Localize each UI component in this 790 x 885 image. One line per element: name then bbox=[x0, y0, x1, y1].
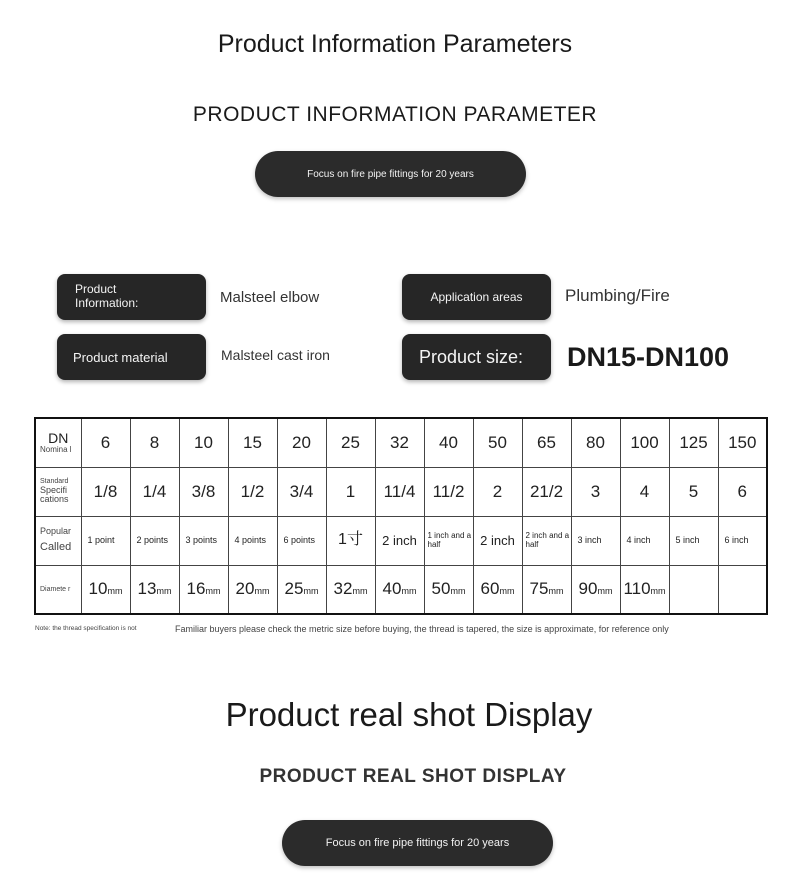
material-tag bbox=[57, 334, 206, 380]
dn-cell: 80 bbox=[571, 418, 620, 467]
diameter-value: 10 bbox=[88, 579, 108, 599]
popular-cell: 2 points bbox=[130, 516, 179, 565]
dn-cell: 8 bbox=[130, 418, 179, 467]
spec-cell: 2 bbox=[473, 467, 522, 516]
popular-cell: 6 points bbox=[277, 516, 326, 565]
application-value: Plumbing/Fire bbox=[565, 286, 670, 305]
called-label: Called bbox=[40, 541, 72, 554]
diameter-cell bbox=[718, 565, 767, 614]
popular-cell: 2 inch bbox=[375, 516, 424, 565]
spec-cell: 11/4 bbox=[375, 467, 424, 516]
dn-cell: 100 bbox=[620, 418, 669, 467]
diameter-cell bbox=[228, 565, 277, 614]
display-slogan-text: Focus on fire pipe fittings for 20 years bbox=[325, 837, 510, 849]
row-header-popular bbox=[35, 516, 81, 565]
display-subtitle: PRODUCT REAL SHOT DISPLAY bbox=[259, 766, 567, 787]
diameter-value: 20 bbox=[235, 579, 255, 599]
row-header-standard bbox=[35, 467, 81, 516]
diameter-cell bbox=[179, 565, 228, 614]
popular-cell: 3 inch bbox=[571, 516, 620, 565]
diameter-cell bbox=[277, 565, 326, 614]
size-tag bbox=[402, 334, 551, 380]
dn-cell: 65 bbox=[522, 418, 571, 467]
diameter-value: 90 bbox=[578, 579, 598, 599]
spec-cell: 3 bbox=[571, 467, 620, 516]
popular-cell: 1 inch and a half bbox=[424, 516, 473, 565]
diameter-cell bbox=[669, 565, 718, 614]
diameter-unit: mm bbox=[107, 586, 123, 597]
standard-label: Standard bbox=[40, 478, 69, 486]
popular-cell: 2 inch and a half bbox=[522, 516, 571, 565]
diameter-cell bbox=[620, 565, 669, 614]
row-header-dn bbox=[35, 418, 81, 467]
table-row bbox=[35, 516, 767, 565]
dn-cell: 10 bbox=[179, 418, 228, 467]
diameter-value: 75 bbox=[529, 579, 549, 599]
diameter-cell bbox=[326, 565, 375, 614]
diameter-unit: mm bbox=[548, 586, 564, 597]
dn-cell: 50 bbox=[473, 418, 522, 467]
material-label: Product material bbox=[73, 349, 168, 365]
diameter-cell bbox=[571, 565, 620, 614]
table-row bbox=[35, 565, 767, 614]
popular-cell: 5 inch bbox=[669, 516, 718, 565]
diameter-unit: mm bbox=[401, 586, 417, 597]
page-subtitle: PRODUCT INFORMATION PARAMETER bbox=[192, 103, 598, 126]
popular-cell: 1 point bbox=[81, 516, 130, 565]
diameter-cell bbox=[81, 565, 130, 614]
diameter-unit: mm bbox=[597, 586, 613, 597]
diameter-cell bbox=[473, 565, 522, 614]
dn-cell: 6 bbox=[81, 418, 130, 467]
popular-cell: 4 points bbox=[228, 516, 277, 565]
diameter-value: 60 bbox=[480, 579, 500, 599]
dn-cell: 40 bbox=[424, 418, 473, 467]
dn-cell: 20 bbox=[277, 418, 326, 467]
diameter-cell bbox=[130, 565, 179, 614]
diameter-unit: mm bbox=[352, 586, 368, 597]
diameter-value: 25 bbox=[284, 579, 304, 599]
spec-cell: 21/2 bbox=[522, 467, 571, 516]
spec-cell: 1 bbox=[326, 467, 375, 516]
table-row bbox=[35, 467, 767, 516]
product-info-tag bbox=[57, 274, 206, 320]
diameter-cell bbox=[375, 565, 424, 614]
dn-cell: 25 bbox=[326, 418, 375, 467]
display-slogan-pill bbox=[282, 820, 553, 866]
dn-cell: 125 bbox=[669, 418, 718, 467]
spec-table bbox=[34, 417, 768, 615]
diameter-unit: mm bbox=[254, 586, 270, 597]
diameter-value: 32 bbox=[333, 579, 353, 599]
diameter-value: 13 bbox=[137, 579, 157, 599]
diameter-unit: mm bbox=[499, 586, 515, 597]
product-info-label: Product Information: bbox=[75, 282, 139, 310]
display-title: Product real shot Display bbox=[225, 696, 593, 733]
diameter-value: 40 bbox=[382, 579, 402, 599]
diameter-unit: mm bbox=[650, 586, 666, 597]
diameter-unit: mm bbox=[450, 586, 466, 597]
spec-cell: 3/8 bbox=[179, 467, 228, 516]
spec-cell: 1/4 bbox=[130, 467, 179, 516]
slogan-text: Focus on fire pipe fittings for 20 years bbox=[307, 168, 474, 180]
diameter-unit: mm bbox=[205, 586, 221, 597]
diameter-label: Diamete r bbox=[40, 585, 71, 593]
note-right: Familiar buyers please check the metric size before buying, the thread is tapered, the size is approximate, for reference only bbox=[175, 624, 669, 634]
size-label: Product size: bbox=[419, 346, 524, 367]
spec-cell: 11/2 bbox=[424, 467, 473, 516]
spec-cell: 4 bbox=[620, 467, 669, 516]
popular-cell: 2 inch bbox=[473, 516, 522, 565]
diameter-cell bbox=[522, 565, 571, 614]
popular-cell: 4 inch bbox=[620, 516, 669, 565]
spec-cell: 5 bbox=[669, 467, 718, 516]
popular-label: Popular bbox=[40, 526, 72, 536]
diameter-value: 50 bbox=[431, 579, 451, 599]
application-label: Application areas bbox=[430, 290, 523, 304]
product-info-value: Malsteel elbow bbox=[220, 289, 320, 306]
diameter-unit: mm bbox=[303, 586, 319, 597]
diameter-value: 16 bbox=[186, 579, 206, 599]
row-header-diameter bbox=[35, 565, 81, 614]
application-tag bbox=[402, 274, 551, 320]
diameter-value: 110 bbox=[623, 579, 651, 599]
spec-cell: 6 bbox=[718, 467, 767, 516]
dn-cell: 32 bbox=[375, 418, 424, 467]
popular-cell: 1寸 bbox=[326, 516, 375, 565]
specifications-label: Specifi cations bbox=[40, 484, 69, 505]
popular-cell: 6 inch bbox=[718, 516, 767, 565]
slogan-pill bbox=[255, 151, 526, 197]
table-row bbox=[35, 418, 767, 467]
popular-cell: 3 points bbox=[179, 516, 228, 565]
spec-cell: 1/8 bbox=[81, 467, 130, 516]
material-value: Malsteel cast iron bbox=[221, 347, 330, 363]
spec-cell: 1/2 bbox=[228, 467, 277, 516]
dn-cell: 150 bbox=[718, 418, 767, 467]
dn-cell: 15 bbox=[228, 418, 277, 467]
nominal-label: Nomina l bbox=[40, 444, 72, 454]
page-title: Product Information Parameters bbox=[217, 30, 573, 58]
diameter-cell bbox=[424, 565, 473, 614]
diameter-unit: mm bbox=[156, 586, 172, 597]
dn-label: DN bbox=[48, 430, 69, 447]
size-value: DN15-DN100 bbox=[567, 342, 730, 372]
spec-cell: 3/4 bbox=[277, 467, 326, 516]
note-left: Note: the thread specification is not bbox=[35, 625, 137, 632]
